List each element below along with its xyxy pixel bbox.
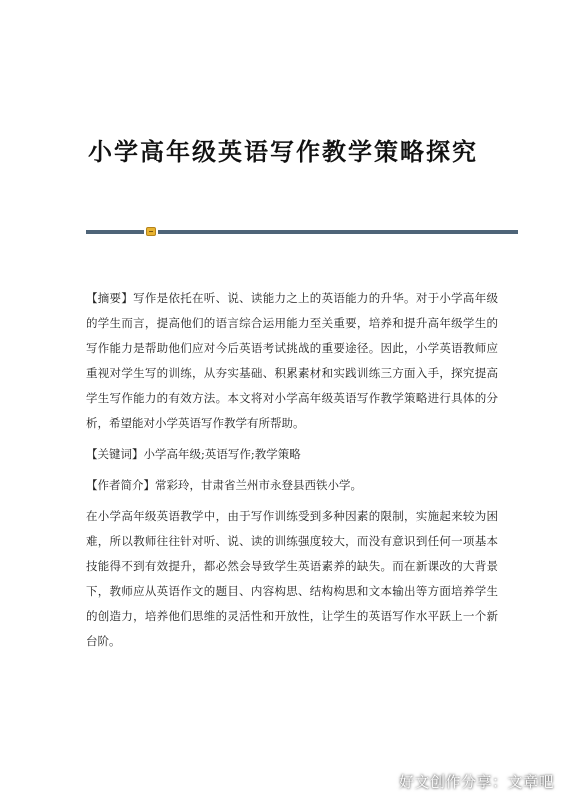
document-title: 小学高年级英语写作教学策略探究 bbox=[88, 137, 478, 166]
abstract-paragraph: 【摘要】写作是依托在听、说、读能力之上的英语能力的升华。对于小学高年级的学生而言，提高他们的语言综合运用能力至关重要，培养和提升高年级学生的写作能力是帮助他们应对今后英语考试挑战的重要途径。因此，小学英语教师应重视对学生写的训练，从夯实基础、积累素材和实践训练三方面入手，探究提高学生写作能力的有效方法。本文将对小学高年级英语写作教学策略进行具体的分析，希望能对小学英语写作教学有所帮助。 bbox=[86, 291, 498, 430]
watermark-text: 好文创作分享：文章吧 bbox=[398, 773, 554, 791]
document-body bbox=[86, 286, 498, 660]
divider-bar-right bbox=[158, 230, 518, 234]
divider-bar-left bbox=[86, 230, 144, 234]
title-divider bbox=[86, 230, 518, 234]
intro-paragraph: 在小学高年级英语教学中，由于写作训练受到多种因素的限制，实施起来较为困难，所以教师往往针对听、说、读的训练强度较大，而没有意识到任何一项基本技能得不到有效提升，都必然会导致学生英语素养的缺失。而在新课改的大背景下，教师应从英语作文的题目、内容构思、结构构思和文本输出等方面培养学生的创造力，培养他们思维的灵活性和开放性，让学生的英语写作水平跃上一个新台阶。 bbox=[86, 509, 498, 648]
keywords-paragraph: 【关键词】小学高年级;英语写作;教学策略 bbox=[86, 447, 301, 461]
author-paragraph: 【作者简介】常彩玲，甘肃省兰州市永登县西铁小学。 bbox=[86, 478, 362, 492]
divider-ornament-icon bbox=[146, 227, 156, 236]
